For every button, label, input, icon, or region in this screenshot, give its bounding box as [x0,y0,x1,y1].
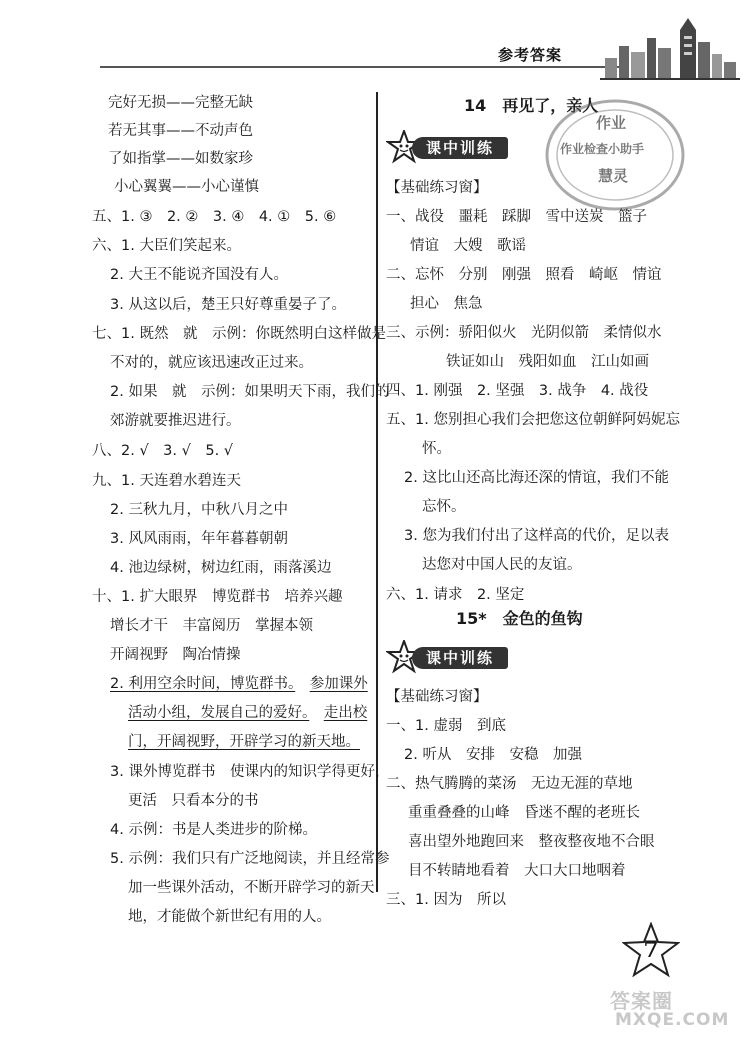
answer-line: 五、1. ③ 2. ② 3. ④ 4. ① 5. ⑥ [92,209,337,225]
answer-line: 三、1. 因为 所以 [386,892,506,908]
answer-line: 铁证如山 残阳如血 江山如画 [446,354,649,370]
stamp-ring: 作业检查小助手 [560,142,645,156]
answer-line: 3. 从这以后，楚王只好尊重晏子了。 [110,297,346,313]
section-14-title: 14 再见了，亲人 [464,96,599,115]
answer-line: 3. 您为我们付出了这样高的代价，足以表 [404,528,669,544]
answer-line: 加一些课外活动，不断开辟学习的新天 [128,880,375,896]
q10-2-part-b: 参加课外 [309,676,368,692]
q10-2-part-d: 走出校 [323,705,368,721]
answer-line: 地，才能做个新世纪有用的人。 [128,909,331,925]
answer-line: 六、1. 大臣们笑起来。 [92,238,241,254]
answer-line: 五、1. 您别担心我们会把您这位朝鲜阿妈妮忘 [386,412,680,428]
watermark-url: MXQE.COM [615,1010,730,1030]
q10-2-part-a: 2. 利用空余时间，博览群书。 [110,676,296,692]
answer-line: 担心 焦急 [410,296,483,312]
answer-line: 了如指掌——如数家珍 [108,151,253,167]
in-class-training-badge-2 [386,640,514,674]
header-rule [100,66,620,68]
answer-line: 【基础练习窗】 [386,180,488,196]
answer-line: 七、1. 既然 就 示例：你既然明白这样做是 [92,326,386,342]
answer-line: 若无其事——不动声色 [108,123,253,139]
stamp-top: 作业 [596,114,627,132]
answer-line: 2. 大王不能说齐国没有人。 [110,267,288,283]
page-number: 7 [643,937,659,963]
answer-line: 更活 只看本分的书 [128,793,259,809]
answer-line: 增长才干 丰富阅历 掌握本领 [110,618,313,634]
answer-line: 4. 示例：书是人类进步的阶梯。 [110,822,317,838]
answer-line: 2. 听从 安排 安稳 加强 [404,747,582,763]
answer-line: 情谊 大嫂 歌谣 [410,238,526,254]
answer-line: 二、热气腾腾的菜汤 无边无涯的草地 [386,776,633,792]
answer-line: 2. 三秋九月，中秋八月之中 [110,502,288,518]
answer-line: 4. 池边绿树，树边红雨，雨落溪边 [110,560,332,576]
city-skyline-icon [600,18,740,80]
page-header [0,0,750,90]
answer-line: 完好无损——完整无缺 [108,95,253,111]
answer-line: 郊游就要推迟进行。 [110,413,241,429]
section-15-title: 15* 金色的鱼钩 [456,609,583,628]
answer-line: 重重叠叠的山峰 昏迷不醒的老班长 [408,805,640,821]
in-class-training-badge [386,130,514,164]
answer-line: 十、1. 扩大眼界 博览群书 培养兴趣 [92,589,343,605]
answer-line: 一、战役 噩耗 踩脚 雪中送炭 篮子 [386,209,647,225]
q10-2-part-c: 活动小组，发展自己的爱好。 [128,705,310,721]
answer-line: 目不转睛地看着 大口大口地咽着 [408,863,626,879]
answer-line: 二、忘怀 分别 刚强 照看 崎岖 情谊 [386,267,662,283]
answer-line: 不对的，就应该迅速改正过来。 [110,355,313,371]
answer-line: 小心翼翼——小心谨慎 [114,179,259,195]
answer-line: 九、1. 天连碧水碧连天 [92,473,241,489]
answer-line: 喜出望外地跑回来 整夜整夜地不合眼 [408,834,655,850]
answer-line: 八、2. √ 3. √ 5. √ [92,443,234,459]
answer-line: 忘怀。 [422,499,466,515]
answer-line: 达您对中国人民的友谊。 [422,557,582,573]
q10-2-part-e: 门，开阔视野，开辟学习的新天地。 [128,734,360,750]
answer-line: 三、示例：骄阳似火 光阴似箭 柔情似水 [386,325,662,341]
badge-label: 课中训练 [412,647,508,669]
q10-2-line2 [128,703,367,723]
stamp-bottom: 慧灵 [598,167,629,185]
answer-line: 一、1. 虚弱 到底 [386,718,506,734]
answer-line: 5. 示例：我们只有广泛地阅读，并且经常参 [110,851,390,867]
answer-line: 开阔视野 陶冶情操 [110,647,241,663]
badge-label: 课中训练 [412,137,508,159]
answer-line: 3. 风风雨雨，年年暮暮朝朝 [110,531,288,547]
answer-line: 六、1. 请求 2. 坚定 [386,587,525,603]
watermark-logo: 答案圈 [610,989,673,1013]
header-title: 参考答案 [498,46,563,64]
answer-line: 2. 这比山还高比海还深的情谊，我们不能 [404,470,669,486]
answer-line: 怀。 [422,441,451,457]
answer-line: 2. 如果 就 示例：如果明天下雨，我们的 [110,384,390,400]
answer-line: 【基础练习窗】 [386,689,488,705]
q10-2-line1 [110,674,368,694]
q10-2-line3 [128,732,360,752]
answer-line: 3. 课外博览群书 使课内的知识学得更好， [110,764,390,780]
answer-line: 四、1. 刚强 2. 坚强 3. 战争 4. 战役 [386,383,649,399]
